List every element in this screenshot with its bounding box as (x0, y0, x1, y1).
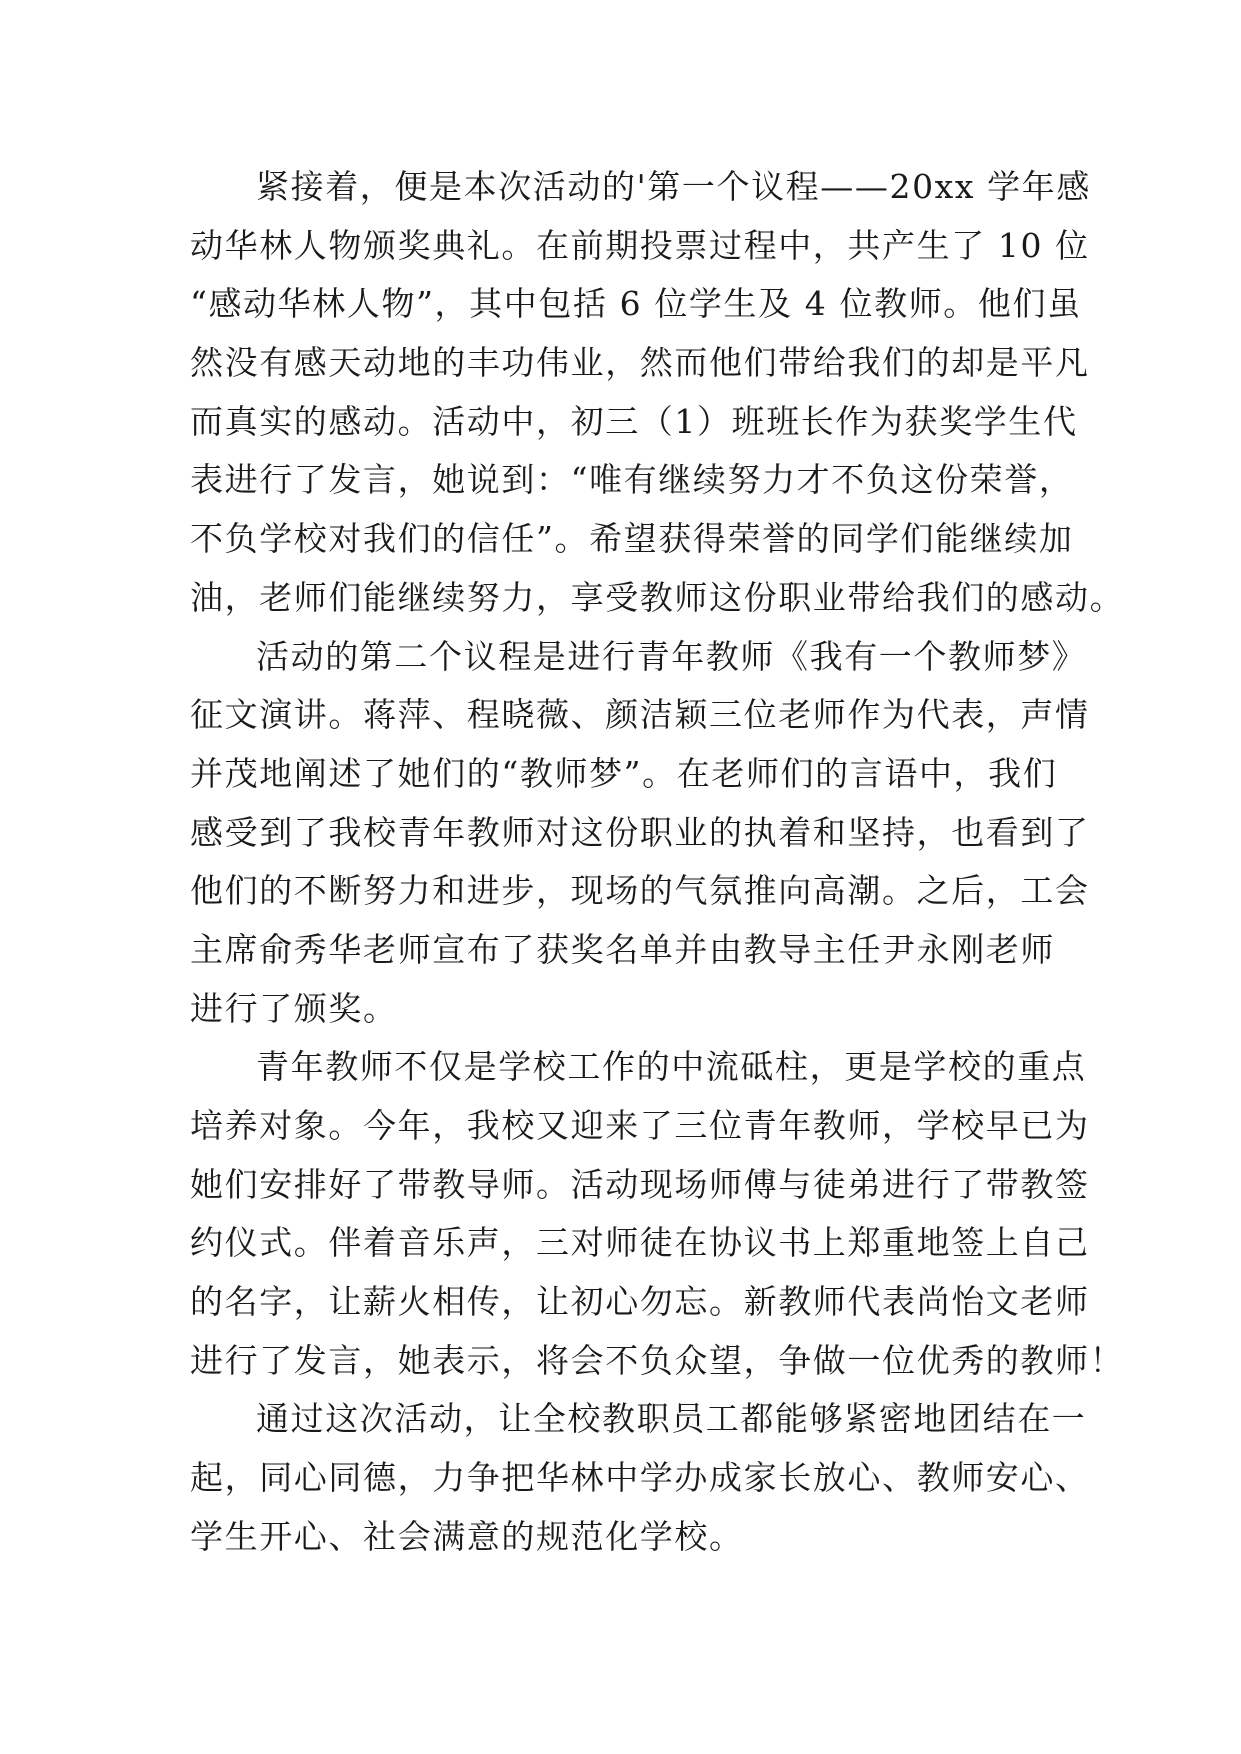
text-line: 进行了颁奖。 (190, 988, 398, 1028)
text-line: 紧接着，便是本次活动的'第一个议程——20xx 学年感 (256, 167, 1091, 206)
text-line: 不负学校对我们的信任”。希望获得荣誉的同学们能继续加 (190, 519, 1074, 559)
text-line: 表进行了发言，她说到：“唯有继续努力才不负这份荣誉， (190, 460, 1074, 500)
paragraph-mentorship (190, 1038, 1125, 1390)
text-line: 的名字，让薪火相传，让初心勿忘。新教师代表尚怡文老师 (190, 1282, 1090, 1322)
paragraph-awards (190, 158, 1125, 628)
text-line: 学生开心、社会满意的规范化学校。 (190, 1516, 744, 1556)
text-line: 约仪式。伴着音乐声，三对师徒在协议书上郑重地签上自己 (190, 1223, 1090, 1263)
text-line: 通过这次活动，让全校教职员工都能够紧密地团结在一 (256, 1399, 1087, 1439)
text-line: “感动华林人物”，其中包括 6 位学生及 4 位教师。他们虽 (190, 284, 1082, 324)
text-line: 起，同心同德，力争把华林中学办成家长放心、教师安心、 (190, 1458, 1090, 1498)
paragraph-conclusion (190, 1390, 1090, 1566)
text-line: 而真实的感动。活动中，初三（1）班班长作为获奖学生代 (190, 401, 1078, 441)
text-line: 他们的不断努力和进步，现场的气氛推向高潮。之后，工会 (190, 871, 1090, 911)
text-line: 她们安排好了带教导师。活动现场师傅与徒弟进行了带教签 (190, 1164, 1090, 1204)
text-line: 感受到了我校青年教师对这份职业的执着和坚持，也看到了 (190, 812, 1090, 852)
text-line: 动华林人物颁奖典礼。在前期投票过程中，共产生了 10 位 (190, 225, 1090, 265)
text-line: 活动的第二个议程是进行青年教师《我有一个教师梦》 (256, 636, 1087, 676)
text-line: 油，老师们能继续努力，享受教师这份职业带给我们的感动。 (190, 577, 1125, 617)
text-line: 青年教师不仅是学校工作的中流砥柱，更是学校的重点 (256, 1047, 1087, 1087)
document-body (190, 158, 1125, 1567)
text-line: 培养对象。今年，我校又迎来了三位青年教师，学校早已为 (190, 1106, 1090, 1145)
text-line: 并茂地阐述了她们的“教师梦”。在老师们的言语中，我们 (190, 753, 1058, 793)
text-line: 征文演讲。蒋萍、程晓薇、颜洁颖三位老师作为代表，声情 (190, 695, 1090, 735)
text-line: 主席俞秀华老师宣布了获奖名单并由教导主任尹永刚老师 (190, 929, 1055, 969)
paragraph-speech (190, 628, 1090, 1039)
text-line: 进行了发言，她表示，将会不负众望，争做一位优秀的教师！ (190, 1340, 1125, 1380)
text-line: 然没有感天动地的丰功伟业，然而他们带给我们的却是平凡 (190, 343, 1090, 383)
